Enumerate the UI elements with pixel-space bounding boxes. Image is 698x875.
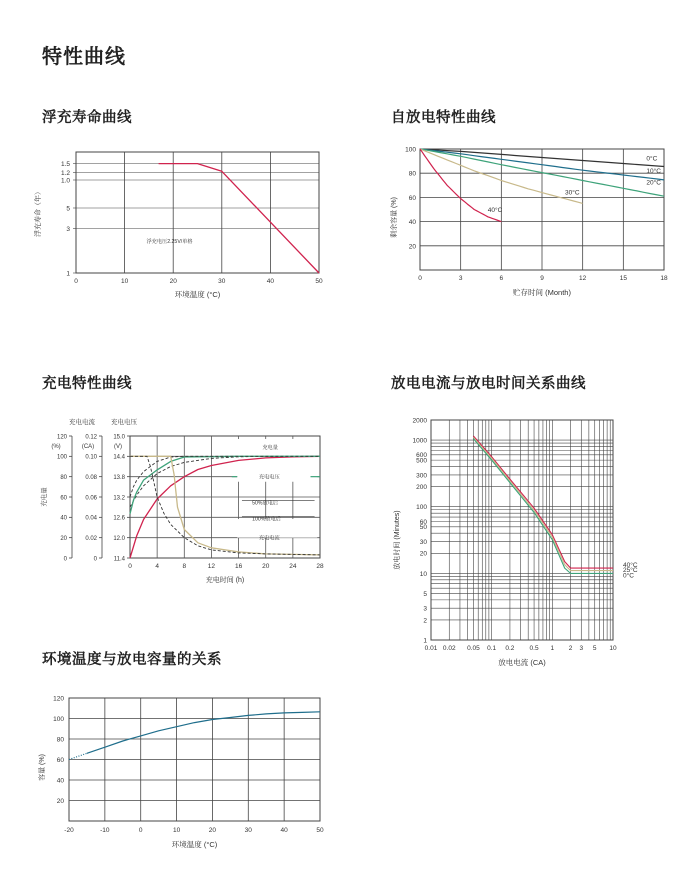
page-title: 特性曲线	[42, 46, 126, 68]
y-tick-label: 40	[60, 515, 67, 522]
y-tick-label: 0	[93, 556, 97, 563]
y-tick-label: 0.02	[85, 535, 97, 542]
y-tick-label: 60	[419, 518, 427, 526]
x-tick-label: 24	[289, 563, 297, 570]
y-tick-label: 13.2	[113, 495, 125, 502]
x-axis-label: 放电电流 (CA)	[498, 658, 546, 667]
label-50: 50%放电后	[252, 500, 279, 507]
x-tick-label: 30	[218, 278, 226, 285]
x-tick-label: 0.2	[505, 645, 515, 652]
float-life-chart	[30, 140, 340, 310]
series-label: 30°C	[565, 189, 580, 197]
y-axis-label: 浮充寿命（年）	[35, 188, 42, 237]
discharge-time-chart	[385, 410, 675, 675]
axis-unit-v: (V)	[114, 444, 122, 450]
series-label: 40°C	[487, 206, 503, 214]
x-tick-label: 20	[169, 278, 177, 285]
x-tick-label: 2	[568, 645, 573, 652]
temp-capacity-chart	[30, 690, 340, 860]
y-tick-label: 1.0	[60, 177, 70, 185]
x-axis-label: 环境温度 (°C)	[171, 840, 218, 849]
x-tick-label: 30	[244, 827, 252, 834]
y-tick-label: 100	[405, 146, 416, 154]
float-life-title: 浮充寿命曲线	[42, 110, 132, 126]
x-tick-label: 50	[315, 278, 323, 285]
y-tick-label: 40	[56, 777, 64, 785]
axis-unit-pct: (%)	[51, 444, 61, 450]
x-tick-label: 8	[182, 563, 187, 570]
y-tick-label: 1	[66, 270, 70, 278]
y-tick-label: 600	[416, 452, 427, 460]
annotation-float-voltage: 浮充电压2.25V/单格	[146, 239, 193, 246]
self-discharge-chart	[380, 138, 680, 303]
capacity-line-dotted	[69, 753, 87, 759]
label-charge-amount: 充电量	[262, 444, 278, 451]
x-tick-label: 0.01	[424, 645, 438, 652]
y-tick-label: 3	[423, 605, 427, 613]
x-tick-label: 3	[458, 275, 463, 282]
y-tick-label: 0.12	[85, 434, 97, 441]
x-tick-label: 50	[316, 827, 324, 834]
axis-unit-ca: (CA)	[81, 444, 95, 450]
y-tick-label: 0.10	[85, 454, 97, 461]
plot-frame	[76, 152, 319, 273]
x-tick-label: 1	[550, 645, 555, 652]
x-tick-label: 0.02	[442, 645, 456, 652]
charge-title: 充电特性曲线	[42, 376, 132, 392]
y-tick-label: 2000	[412, 417, 427, 425]
y-tick-label: 13.8	[113, 474, 125, 481]
label-charge-current: 充电电流	[258, 535, 280, 542]
y-tick-label: 10	[419, 570, 427, 578]
y-tick-label: 60	[60, 495, 67, 502]
x-tick-label: 0.1	[487, 645, 497, 652]
y-axis-label: 剩余容量 (%)	[391, 197, 398, 238]
y-tick-label: 80	[56, 736, 64, 744]
y-tick-label: 1.2	[60, 170, 70, 178]
x-axis-label: 充电时间 (h)	[205, 577, 245, 584]
x-axis-label: 环境温度 (°C)	[174, 290, 221, 299]
y-tick-label: 20	[56, 797, 64, 805]
x-tick-label: 10	[609, 645, 617, 652]
x-tick-label: 9	[540, 275, 544, 282]
y-tick-label: 1	[423, 637, 427, 645]
y-tick-label: 60	[408, 194, 416, 202]
y-tick-label: 60	[56, 756, 64, 764]
y-tick-label: 12.0	[113, 535, 125, 542]
y-tick-label: 0.06	[85, 495, 97, 502]
y-tick-label: 40	[408, 219, 416, 227]
y-tick-label: 11.4	[113, 556, 125, 563]
y-tick-label: 2	[423, 617, 427, 625]
y-tick-label: 300	[416, 472, 427, 480]
x-tick-label: -20	[64, 827, 74, 834]
y-tick-label: 100	[53, 715, 64, 723]
y-tick-label: 5	[66, 205, 70, 213]
x-tick-label: 4	[155, 563, 159, 570]
x-tick-label: 16	[234, 563, 243, 570]
x-tick-label: 18	[660, 275, 668, 282]
y-tick-label: 1000	[412, 437, 427, 445]
y-tick-label: 120	[56, 434, 67, 441]
y-axis-label: 充电量	[41, 487, 48, 507]
series-label: 25°C	[623, 567, 638, 575]
y-tick-label: 1.5	[60, 161, 70, 169]
discharge-time-title: 放电电流与放电时间关系曲线	[391, 376, 586, 392]
x-tick-label: -10	[100, 827, 110, 834]
x-tick-label: 0	[138, 827, 143, 834]
x-tick-label: 10	[172, 827, 181, 834]
x-tick-label: 5	[592, 645, 597, 652]
y-tick-label: 100	[56, 454, 67, 461]
series-label: 10°C	[646, 168, 661, 176]
charge-chart	[36, 410, 336, 590]
y-tick-label: 30	[419, 538, 427, 546]
x-tick-label: 6	[499, 275, 504, 282]
x-tick-label: 12	[207, 563, 216, 570]
y-tick-label: 100	[416, 504, 427, 512]
x-tick-label: 15	[619, 275, 627, 282]
y-tick-label: 12.6	[113, 515, 125, 522]
y-tick-label: 20	[60, 535, 67, 542]
x-tick-label: 28	[316, 563, 324, 570]
label-100: 100%放电后	[252, 516, 281, 523]
x-tick-label: 10	[120, 278, 129, 285]
y-axis-label: 放电时间 (Minutes)	[394, 510, 401, 570]
y-tick-label: 80	[408, 170, 416, 178]
x-tick-label: 0	[74, 278, 78, 285]
series-label: 0°C	[646, 155, 658, 163]
y-tick-label: 500	[416, 457, 427, 465]
x-tick-label: 20	[208, 827, 217, 834]
y-tick-label: 20	[408, 243, 416, 251]
y-tick-label: 20	[419, 550, 427, 558]
series-label: 20°C	[646, 179, 661, 187]
x-axis-label: 贮存时间 (Month)	[513, 288, 571, 297]
x-tick-label: 0	[128, 563, 132, 570]
x-tick-label: 0.5	[529, 645, 539, 652]
label-charge-voltage: 充电电压	[258, 474, 280, 481]
x-tick-label: 20	[262, 563, 270, 570]
y-tick-label: 3	[66, 226, 70, 234]
series-label: 0°C	[623, 572, 634, 580]
y-tick-label: 120	[53, 695, 64, 703]
x-tick-label: 0	[418, 275, 422, 282]
y-tick-label: 50	[419, 524, 427, 532]
x-tick-label: 40	[266, 278, 275, 285]
y-tick-label: 5	[423, 590, 427, 598]
y-tick-label: 0	[63, 556, 67, 563]
series-label: 40°C	[623, 562, 638, 570]
temp-capacity-title: 环境温度与放电容量的关系	[42, 652, 222, 668]
y-axis-label: 容量 (%)	[39, 754, 46, 781]
x-tick-label: 40	[280, 827, 288, 834]
capacity-line	[87, 712, 320, 754]
y-tick-label: 80	[60, 474, 67, 481]
plot-frame	[431, 420, 613, 640]
y-tick-label: 0.04	[85, 515, 97, 522]
x-tick-label: 3	[579, 645, 584, 652]
axis-header-current: 充电电流	[69, 419, 95, 426]
y-tick-label: 15.0	[113, 434, 125, 441]
y-tick-label: 14.4	[113, 454, 125, 461]
self-discharge-title: 自放电特性曲线	[391, 110, 496, 126]
y-tick-label: 200	[416, 484, 427, 492]
x-tick-label: 12	[579, 275, 587, 282]
axis-header-voltage: 充电电压	[111, 419, 137, 426]
x-tick-label: 0.05	[467, 645, 480, 652]
y-tick-label: 0.08	[85, 474, 97, 481]
